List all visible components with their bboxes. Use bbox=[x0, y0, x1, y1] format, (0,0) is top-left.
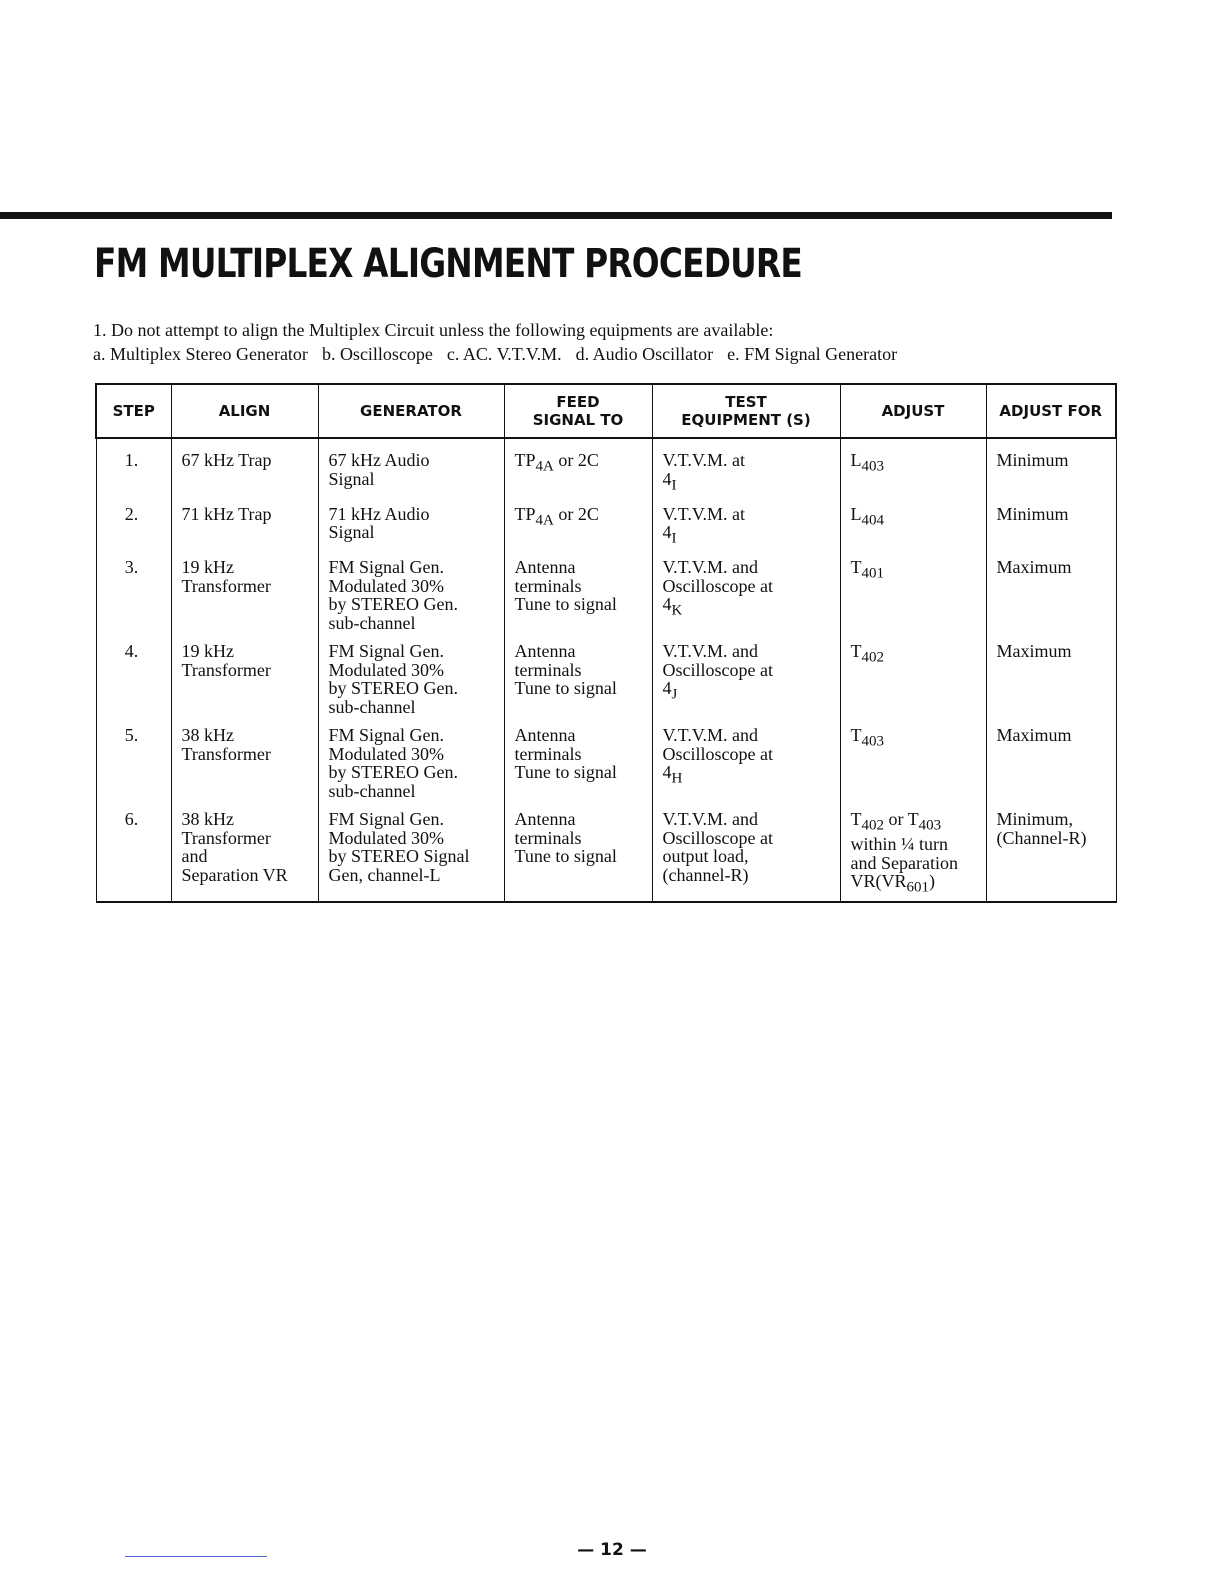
cell-adjust: $L_{403}$ bbox=[840, 438, 986, 495]
cell-align: 67 kHz Trap bbox=[171, 438, 318, 495]
header-generator: GENERATOR bbox=[318, 384, 504, 438]
cell-step: 3. bbox=[96, 548, 171, 632]
cell-test-equipment: V.T.V.M. and Oscilloscope at output load, (channel-R) bbox=[652, 800, 840, 902]
cell-test-equipment: V.T.V.M. at $4_I$ bbox=[652, 495, 840, 549]
cell-adjust: $T_{402}$ or $T_{403}$ within ¼ turn and Separation $VR(VR_{601})$ bbox=[840, 800, 986, 902]
cell-feed: $TP_{4A}$ or 2C bbox=[504, 495, 652, 549]
cell-align: 19 kHz Transformer bbox=[171, 632, 318, 716]
cell-generator: FM Signal Gen. Modulated 30% by STEREO Gen. sub-channel bbox=[318, 632, 504, 716]
cell-feed: Antenna terminals Tune to signal bbox=[504, 632, 652, 716]
intro-block bbox=[93, 318, 911, 366]
equipment-item: d. Audio Oscillator bbox=[575, 344, 714, 364]
cell-adjust: $T_{402}$ bbox=[840, 632, 986, 716]
header-test-equipment: TEST EQUIPMENT (S) bbox=[652, 384, 840, 438]
cell-align: 19 kHz Transformer bbox=[171, 548, 318, 632]
cell-generator: FM Signal Gen. Modulated 30% by STEREO Gen. sub-channel bbox=[318, 548, 504, 632]
cell-adjust-for: Maximum bbox=[986, 548, 1116, 632]
header-step: STEP bbox=[96, 384, 171, 438]
cell-step: 5. bbox=[96, 716, 171, 800]
table-row bbox=[96, 800, 1116, 902]
cell-step: 1. bbox=[96, 438, 171, 495]
cell-adjust-for: Minimum bbox=[986, 438, 1116, 495]
cell-align: 71 kHz Trap bbox=[171, 495, 318, 549]
cell-adjust-for: Minimum, (Channel-R) bbox=[986, 800, 1116, 902]
cell-generator: 67 kHz Audio Signal bbox=[318, 438, 504, 495]
cell-test-equipment: V.T.V.M. at $4_I$ bbox=[652, 438, 840, 495]
cell-adjust: $T_{401}$ bbox=[840, 548, 986, 632]
table-row bbox=[96, 632, 1116, 716]
cell-adjust: $L_{404}$ bbox=[840, 495, 986, 549]
equipment-item: a. Multiplex Stereo Generator bbox=[93, 344, 308, 364]
cell-test-equipment: V.T.V.M. and Oscilloscope at $4_K$ bbox=[652, 548, 840, 632]
header-feed-signal: FEED SIGNAL TO bbox=[504, 384, 652, 438]
header-align: ALIGN bbox=[171, 384, 318, 438]
cell-align: 38 kHz Transformer and Separation VR bbox=[171, 800, 318, 902]
header-adjust: ADJUST bbox=[840, 384, 986, 438]
cell-adjust-for: Maximum bbox=[986, 716, 1116, 800]
footer-line bbox=[125, 1556, 267, 1557]
cell-feed: Antenna terminals Tune to signal bbox=[504, 716, 652, 800]
cell-adjust-for: Minimum bbox=[986, 495, 1116, 549]
page-title: FM MULTIPLEX ALIGNMENT PROCEDURE bbox=[94, 241, 802, 287]
cell-generator: FM Signal Gen. Modulated 30% by STEREO Gen. sub-channel bbox=[318, 716, 504, 800]
equipment-list bbox=[93, 342, 911, 366]
top-rule bbox=[0, 212, 1112, 219]
cell-generator: FM Signal Gen. Modulated 30% by STEREO Signal Gen, channel-L bbox=[318, 800, 504, 902]
equipment-item: b. Oscilloscope bbox=[321, 344, 433, 364]
cell-feed: Antenna terminals Tune to signal bbox=[504, 548, 652, 632]
equipment-item: e. FM Signal Generator bbox=[727, 344, 898, 364]
table-row bbox=[96, 438, 1116, 495]
cell-step: 6. bbox=[96, 800, 171, 902]
cell-feed: $TP_{4A}$ or 2C bbox=[504, 438, 652, 495]
cell-step: 4. bbox=[96, 632, 171, 716]
table-header-row bbox=[96, 384, 1116, 438]
cell-adjust-for: Maximum bbox=[986, 632, 1116, 716]
table-row bbox=[96, 548, 1116, 632]
equipment-item: c. AC. V.T.V.M. bbox=[446, 344, 562, 364]
page-number: — 12 — bbox=[577, 1540, 647, 1560]
cell-adjust: $T_{403}$ bbox=[840, 716, 986, 800]
cell-align: 38 kHz Transformer bbox=[171, 716, 318, 800]
cell-step: 2. bbox=[96, 495, 171, 549]
alignment-table bbox=[95, 383, 1117, 903]
table-row bbox=[96, 495, 1116, 549]
cell-generator: 71 kHz Audio Signal bbox=[318, 495, 504, 549]
cell-test-equipment: V.T.V.M. and Oscilloscope at $4_J$ bbox=[652, 632, 840, 716]
table-row bbox=[96, 716, 1116, 800]
header-adjust-for: ADJUST FOR bbox=[986, 384, 1116, 438]
cell-test-equipment: V.T.V.M. and Oscilloscope at $4_H$ bbox=[652, 716, 840, 800]
cell-feed: Antenna terminals Tune to signal bbox=[504, 800, 652, 902]
intro-instruction: 1. Do not attempt to align the Multiplex Circuit unless the following equipments are available: bbox=[93, 320, 774, 340]
